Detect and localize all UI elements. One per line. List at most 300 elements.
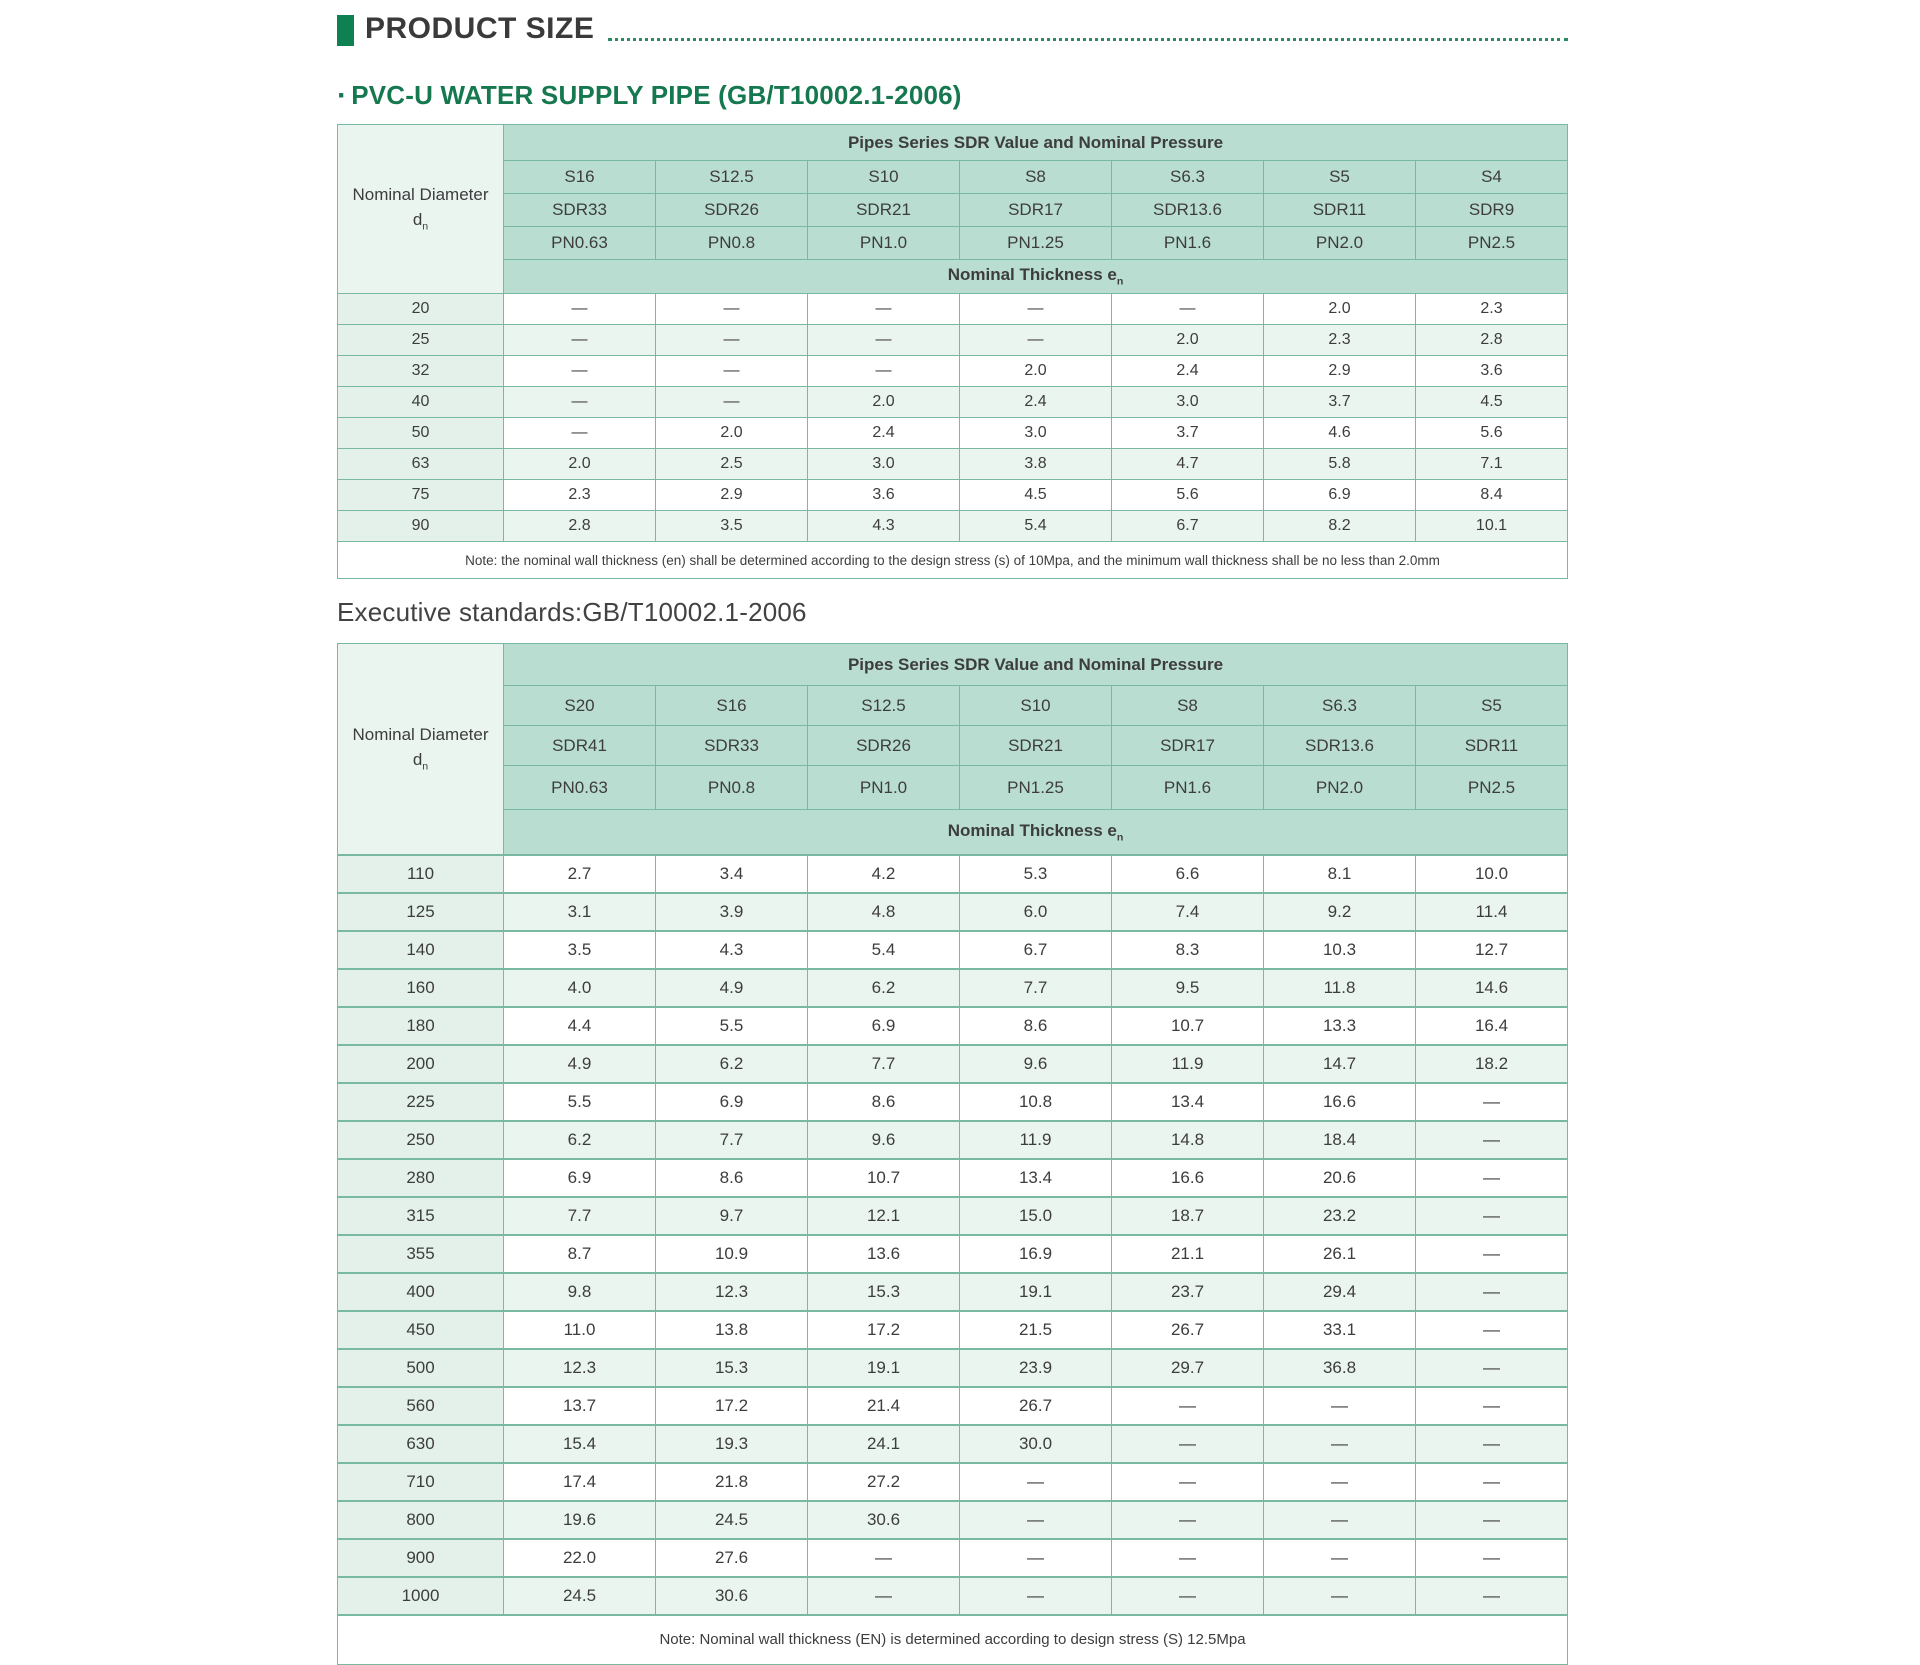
thickness-value-cell: 8.1 [1264,855,1416,893]
thickness-value-cell: 15.0 [960,1197,1112,1235]
thickness-value-cell: 4.4 [504,1007,656,1045]
nominal-thickness-header: Nominal Thickness $e_n$ [504,260,1568,294]
thickness-value-cell: 4.5 [960,480,1112,511]
thickness-value-cell: 22.0 [504,1539,656,1577]
section-subtitle: PVC-U WATER SUPPLY PIPE (GB/T10002.1-2006) [351,80,962,110]
thickness-value-cell: 6.9 [656,1083,808,1121]
thickness-value-cell: 29.4 [1264,1273,1416,1311]
diameter-cell: 160 [338,969,504,1007]
thickness-value-cell: 19.3 [656,1425,808,1463]
thickness-value-cell: 19.1 [960,1273,1112,1311]
thickness-value-cell: 27.6 [656,1539,808,1577]
table-note-row [338,542,1568,579]
table-row [338,418,1568,449]
thickness-value-cell: 26.1 [1264,1235,1416,1273]
table-row [338,855,1568,893]
series-span-header: Pipes Series SDR Value and Nominal Pressure [504,125,1568,161]
nominal-thickness-header: Nominal Thickness $e_n$ [504,810,1568,855]
thickness-value-cell: 21.4 [808,1387,960,1425]
column-header: PN1.0 [808,227,960,260]
thickness-value-cell: 8.6 [808,1083,960,1121]
table-row [338,1501,1568,1539]
column-header: PN0.8 [656,227,808,260]
thickness-value-cell: 21.8 [656,1463,808,1501]
thickness-value-cell: 14.7 [1264,1045,1416,1083]
column-header: SDR9 [1416,194,1568,227]
thickness-value-cell: 21.1 [1112,1235,1264,1273]
thickness-value-cell: 7.7 [504,1197,656,1235]
thickness-value-cell: 13.7 [504,1387,656,1425]
column-header: PN2.0 [1264,766,1416,810]
thickness-value-cell: 3.7 [1264,387,1416,418]
thickness-value-cell: 9.2 [1264,893,1416,931]
thickness-value-cell: 24.5 [504,1577,656,1615]
thickness-value-cell: 4.8 [808,893,960,931]
thickness-value-cell: 11.9 [1112,1045,1264,1083]
thickness-value-cell: 2.4 [1112,356,1264,387]
column-header: SDR17 [960,194,1112,227]
diameter-cell: 800 [338,1501,504,1539]
diameter-cell: 1000 [338,1577,504,1615]
table-row [338,1539,1568,1577]
thickness-value-cell: 5.5 [656,1007,808,1045]
thickness-value-cell: 17.2 [808,1311,960,1349]
title-dotted-line [608,38,1568,41]
thickness-value-cell: — [1112,1501,1264,1539]
table-row [338,1349,1568,1387]
thickness-value-cell: 5.3 [960,855,1112,893]
column-header: S20 [504,686,656,726]
thickness-value-cell: 11.8 [1264,969,1416,1007]
thickness-value-cell: 2.0 [504,449,656,480]
thickness-value-cell: 23.2 [1264,1197,1416,1235]
diameter-cell: 200 [338,1045,504,1083]
thickness-value-cell: — [808,1539,960,1577]
thickness-value-cell: 3.4 [656,855,808,893]
table-row [338,356,1568,387]
column-header: PN1.6 [1112,766,1264,810]
thickness-value-cell: 11.4 [1416,893,1568,931]
table-row [338,1311,1568,1349]
thickness-value-cell: — [656,294,808,325]
diameter-cell: 25 [338,325,504,356]
table-row [338,1387,1568,1425]
thickness-value-cell: 7.4 [1112,893,1264,931]
thickness-value-cell: 12.3 [656,1273,808,1311]
thickness-value-cell: 5.6 [1416,418,1568,449]
thickness-value-cell: 6.2 [656,1045,808,1083]
thickness-value-cell: — [1416,1235,1568,1273]
column-header: S6.3 [1264,686,1416,726]
column-header: PN2.5 [1416,766,1568,810]
table-row [338,1197,1568,1235]
column-header: PN1.0 [808,766,960,810]
diameter-cell: 140 [338,931,504,969]
thickness-value-cell: 9.7 [656,1197,808,1235]
thickness-value-cell: 8.6 [960,1007,1112,1045]
thickness-value-cell: 6.6 [1112,855,1264,893]
thickness-value-cell: — [808,325,960,356]
thickness-value-cell: 12.7 [1416,931,1568,969]
thickness-value-cell: 6.9 [808,1007,960,1045]
thickness-value-cell: 9.6 [808,1121,960,1159]
table-row [338,294,1568,325]
thickness-value-cell: 16.6 [1264,1083,1416,1121]
thickness-value-cell: — [1416,1083,1568,1121]
thickness-value-cell: 2.9 [1264,356,1416,387]
thickness-value-cell: — [1416,1121,1568,1159]
column-header: PN1.25 [960,227,1112,260]
thickness-value-cell: 30.6 [808,1501,960,1539]
column-header: SDR33 [656,726,808,766]
thickness-value-cell: 12.1 [808,1197,960,1235]
table-row [338,511,1568,542]
thickness-value-cell: — [656,325,808,356]
thickness-value-cell: — [808,294,960,325]
thickness-value-cell: 2.8 [504,511,656,542]
thickness-value-cell: 23.9 [960,1349,1112,1387]
table-row [338,480,1568,511]
thickness-value-cell: — [1416,1349,1568,1387]
table-row [338,1463,1568,1501]
thickness-value-cell: 4.2 [808,855,960,893]
thickness-value-cell: — [1112,1577,1264,1615]
table-note-row [338,1615,1568,1665]
column-header: S4 [1416,161,1568,194]
thickness-value-cell: — [1112,1463,1264,1501]
thickness-value-cell: 2.0 [1264,294,1416,325]
thickness-value-cell: 26.7 [960,1387,1112,1425]
thickness-value-cell: 27.2 [808,1463,960,1501]
thickness-value-cell: — [1112,294,1264,325]
table-row [338,1577,1568,1615]
thickness-value-cell: — [504,418,656,449]
s-value-row [338,686,1568,726]
thickness-value-cell: 6.0 [960,893,1112,931]
thickness-value-cell: — [1416,1463,1568,1501]
table-row [338,325,1568,356]
column-header: PN2.5 [1416,227,1568,260]
diameter-cell: 630 [338,1425,504,1463]
diameter-cell: 355 [338,1235,504,1273]
thickness-value-cell: 12.3 [504,1349,656,1387]
column-header: S16 [504,161,656,194]
diameter-cell: 90 [338,511,504,542]
thickness-value-cell: — [808,356,960,387]
diameter-cell: 32 [338,356,504,387]
diameter-cell: 125 [338,893,504,931]
table-row [338,1083,1568,1121]
column-header: S16 [656,686,808,726]
thickness-value-cell: — [1416,1387,1568,1425]
thickness-value-cell: — [960,325,1112,356]
thickness-value-cell: 26.7 [1112,1311,1264,1349]
page-content [337,0,1568,1665]
thickness-value-cell: 8.6 [656,1159,808,1197]
thickness-value-cell: 4.3 [656,931,808,969]
series-span-header: Pipes Series SDR Value and Nominal Pressure [504,644,1568,686]
thickness-value-cell: 10.7 [808,1159,960,1197]
thickness-value-cell: 36.8 [1264,1349,1416,1387]
thickness-value-cell: — [1416,1273,1568,1311]
thickness-value-cell: 5.8 [1264,449,1416,480]
thickness-value-cell: 13.4 [960,1159,1112,1197]
thickness-value-cell: 7.1 [1416,449,1568,480]
thickness-value-cell: 3.9 [656,893,808,931]
thickness-value-cell: 24.5 [656,1501,808,1539]
column-header: SDR21 [808,194,960,227]
diameter-cell: 75 [338,480,504,511]
thickness-value-cell: 16.4 [1416,1007,1568,1045]
column-header: PN0.8 [656,766,808,810]
diameter-cell: 900 [338,1539,504,1577]
thickness-value-cell: 19.6 [504,1501,656,1539]
nominal-diameter-header: Nominal Diameter $d_n$ [338,125,504,294]
thickness-value-cell: 2.4 [960,387,1112,418]
sdr-value-row [338,194,1568,227]
diameter-cell: 40 [338,387,504,418]
thickness-value-cell: 17.2 [656,1387,808,1425]
thickness-value-cell: 2.4 [808,418,960,449]
thickness-value-cell: 15.4 [504,1425,656,1463]
section-subtitle-row [337,80,1568,111]
thickness-value-cell: 3.7 [1112,418,1264,449]
thickness-value-cell: 17.4 [504,1463,656,1501]
column-header: SDR21 [960,726,1112,766]
thickness-value-cell: 7.7 [656,1121,808,1159]
column-header: PN0.63 [504,227,656,260]
thickness-value-cell: 14.6 [1416,969,1568,1007]
thickness-value-cell: 14.8 [1112,1121,1264,1159]
thickness-value-cell: 2.0 [1112,325,1264,356]
thickness-value-cell: 9.5 [1112,969,1264,1007]
thickness-value-cell: 3.0 [960,418,1112,449]
thickness-value-cell: — [960,1501,1112,1539]
column-header: SDR41 [504,726,656,766]
diameter-cell: 710 [338,1463,504,1501]
thickness-value-cell: 11.0 [504,1311,656,1349]
thickness-value-cell: 3.0 [1112,387,1264,418]
diameter-cell: 110 [338,855,504,893]
thickness-value-cell: 13.4 [1112,1083,1264,1121]
thickness-value-cell: — [656,387,808,418]
thickness-value-cell: 4.5 [1416,387,1568,418]
column-header: S8 [960,161,1112,194]
thickness-header-row [338,810,1568,855]
column-header: S5 [1416,686,1568,726]
thickness-value-cell: — [1416,1577,1568,1615]
thickness-value-cell: 24.1 [808,1425,960,1463]
thickness-value-cell: 2.3 [1416,294,1568,325]
thickness-value-cell: 5.4 [808,931,960,969]
table-row [338,893,1568,931]
thickness-value-cell: 18.7 [1112,1197,1264,1235]
table-row [338,969,1568,1007]
thickness-value-cell: 2.3 [504,480,656,511]
column-header: S12.5 [808,686,960,726]
thickness-value-cell: 10.1 [1416,511,1568,542]
executive-standards-text: Executive standards:GB/T10002.1-2006 [337,597,807,627]
table-row [338,1425,1568,1463]
thickness-value-cell: 30.0 [960,1425,1112,1463]
thickness-value-cell: 8.2 [1264,511,1416,542]
diameter-cell: 315 [338,1197,504,1235]
thickness-value-cell: 4.6 [1264,418,1416,449]
diameter-cell: 20 [338,294,504,325]
thickness-value-cell: 10.3 [1264,931,1416,969]
page-title: PRODUCT SIZE [365,12,595,45]
thickness-value-cell: — [1264,1501,1416,1539]
thickness-value-cell: — [1264,1577,1416,1615]
table-row [338,1121,1568,1159]
thickness-value-cell: — [656,356,808,387]
table-row [338,449,1568,480]
table-note: Note: Nominal wall thickness (EN) is determined according to design stress (S) 12.5Mpa [338,1615,1568,1665]
thickness-value-cell: 6.9 [504,1159,656,1197]
thickness-value-cell: — [1112,1387,1264,1425]
diameter-cell: 250 [338,1121,504,1159]
pn-value-row [338,766,1568,810]
thickness-value-cell: 4.7 [1112,449,1264,480]
thickness-value-cell: — [1416,1425,1568,1463]
column-header: SDR17 [1112,726,1264,766]
pipe-size-table-small-diameters [337,124,1568,579]
nominal-diameter-header: Nominal Diameter $d_n$ [338,644,504,855]
column-header: S10 [808,161,960,194]
diameter-cell: 500 [338,1349,504,1387]
thickness-value-cell: — [960,294,1112,325]
thickness-value-cell: — [1112,1539,1264,1577]
thickness-value-cell: — [504,356,656,387]
thickness-value-cell: — [1264,1387,1416,1425]
thickness-value-cell: 2.7 [504,855,656,893]
diameter-cell: 50 [338,418,504,449]
thickness-value-cell: 3.5 [504,931,656,969]
thickness-value-cell: 2.9 [656,480,808,511]
table-header-row [338,644,1568,686]
thickness-value-cell: — [1264,1463,1416,1501]
thickness-value-cell: 13.3 [1264,1007,1416,1045]
diameter-cell: 225 [338,1083,504,1121]
sdr-value-row [338,726,1568,766]
table-row [338,1159,1568,1197]
thickness-value-cell: 6.2 [808,969,960,1007]
thickness-value-cell: 18.4 [1264,1121,1416,1159]
thickness-value-cell: 21.5 [960,1311,1112,1349]
thickness-value-cell: 15.3 [808,1273,960,1311]
thickness-value-cell: — [960,1577,1112,1615]
thickness-value-cell: 8.3 [1112,931,1264,969]
column-header: S8 [1112,686,1264,726]
subtitle-bullet: · [337,78,348,112]
thickness-value-cell: 29.7 [1112,1349,1264,1387]
thickness-value-cell: 3.8 [960,449,1112,480]
thickness-value-cell: 2.0 [960,356,1112,387]
diameter-cell: 180 [338,1007,504,1045]
table-row [338,1007,1568,1045]
thickness-value-cell: 4.3 [808,511,960,542]
diameter-cell: 280 [338,1159,504,1197]
thickness-value-cell: 5.6 [1112,480,1264,511]
table-row [338,1235,1568,1273]
thickness-value-cell: — [960,1463,1112,1501]
table-row [338,1273,1568,1311]
column-header: S10 [960,686,1112,726]
column-header: SDR11 [1264,194,1416,227]
thickness-value-cell: 6.2 [504,1121,656,1159]
thickness-value-cell: 19.1 [808,1349,960,1387]
table-row [338,1045,1568,1083]
thickness-value-cell: 9.6 [960,1045,1112,1083]
thickness-value-cell: 23.7 [1112,1273,1264,1311]
thickness-value-cell: — [504,325,656,356]
thickness-value-cell: 2.5 [656,449,808,480]
title-accent-bar [337,15,354,46]
thickness-value-cell: 4.0 [504,969,656,1007]
thickness-value-cell: — [1264,1539,1416,1577]
column-header: PN1.6 [1112,227,1264,260]
thickness-value-cell: — [960,1539,1112,1577]
table-header-row [338,125,1568,161]
thickness-value-cell: 10.8 [960,1083,1112,1121]
thickness-value-cell: 7.7 [960,969,1112,1007]
thickness-value-cell: 5.5 [504,1083,656,1121]
column-header: S12.5 [656,161,808,194]
thickness-value-cell: 33.1 [1264,1311,1416,1349]
table-row [338,931,1568,969]
section-title-row [337,14,1568,46]
thickness-value-cell: — [1416,1311,1568,1349]
table-note: Note: the nominal wall thickness (en) shall be determined according to the design stress (s) of 10Mpa, and the minimum wall thickness shall be no less than 2.0mm [338,542,1568,579]
column-header: PN0.63 [504,766,656,810]
thickness-value-cell: 3.0 [808,449,960,480]
thickness-value-cell: 20.6 [1264,1159,1416,1197]
thickness-value-cell: — [1416,1501,1568,1539]
column-header: S6.3 [1112,161,1264,194]
thickness-value-cell: — [1264,1425,1416,1463]
thickness-value-cell: — [504,294,656,325]
thickness-value-cell: 7.7 [808,1045,960,1083]
pipe-size-table-large-diameters [337,643,1568,1665]
thickness-value-cell: 11.9 [960,1121,1112,1159]
column-header: SDR26 [656,194,808,227]
thickness-value-cell: — [1416,1539,1568,1577]
thickness-value-cell: 30.6 [656,1577,808,1615]
diameter-cell: 400 [338,1273,504,1311]
thickness-value-cell: — [1416,1197,1568,1235]
thickness-value-cell: 8.7 [504,1235,656,1273]
thickness-value-cell: 2.0 [656,418,808,449]
column-header: SDR26 [808,726,960,766]
column-header: SDR11 [1416,726,1568,766]
thickness-value-cell: 2.3 [1264,325,1416,356]
column-header: SDR33 [504,194,656,227]
thickness-value-cell: 6.7 [960,931,1112,969]
thickness-value-cell: 6.7 [1112,511,1264,542]
table-row [338,387,1568,418]
thickness-value-cell: 3.5 [656,511,808,542]
thickness-value-cell: 16.6 [1112,1159,1264,1197]
thickness-value-cell: 8.4 [1416,480,1568,511]
thickness-value-cell: 3.1 [504,893,656,931]
thickness-value-cell: 10.7 [1112,1007,1264,1045]
thickness-value-cell: 6.9 [1264,480,1416,511]
thickness-value-cell: 3.6 [1416,356,1568,387]
thickness-value-cell: 4.9 [504,1045,656,1083]
column-header: SDR13.6 [1112,194,1264,227]
column-header: PN1.25 [960,766,1112,810]
thickness-value-cell: 2.0 [808,387,960,418]
